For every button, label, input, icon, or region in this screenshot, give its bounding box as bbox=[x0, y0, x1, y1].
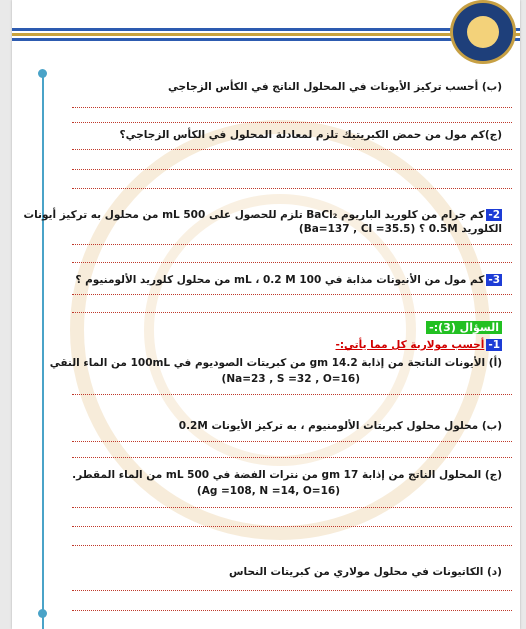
answer-line bbox=[72, 507, 512, 508]
ministry-seal-icon bbox=[450, 0, 516, 64]
question-number: 3- bbox=[488, 274, 500, 286]
header-stripe-blue-2 bbox=[12, 38, 520, 41]
answer-line bbox=[72, 590, 512, 591]
question-b: (ب) أحسب تركيز الأيونات في المحلول الناتج في الكأس الزجاجي bbox=[167, 81, 502, 93]
question-3b: (ب) محلول محلول كبريتات الألومنيوم ، به تركيز الأيونات 0.2M bbox=[178, 420, 502, 432]
answer-line bbox=[72, 312, 512, 313]
question-3d: (د) الكاتيونات في محلول مولاري من كبريتات النحاس bbox=[229, 566, 502, 578]
answer-line bbox=[72, 122, 512, 123]
answer-line bbox=[72, 262, 512, 263]
answer-line bbox=[72, 188, 512, 189]
header-stripe-blue bbox=[12, 28, 520, 31]
margin-dot-top bbox=[38, 69, 47, 78]
question-3a-line2: (Na=23 , S =32 , O=16) bbox=[221, 373, 360, 385]
answer-line bbox=[72, 610, 512, 611]
question-j: (ج)كم مول من حمض الكبريتيك تلزم لمعادلة المحلول في الكأس الزجاجي؟ bbox=[119, 129, 502, 141]
answer-line bbox=[72, 394, 512, 395]
answer-line bbox=[72, 545, 512, 546]
answer-line bbox=[72, 441, 512, 442]
header-stripe-gold bbox=[12, 33, 520, 36]
margin-dot-bottom bbox=[38, 609, 47, 618]
answer-line bbox=[72, 294, 512, 295]
section-heading: السؤال (3):- bbox=[426, 321, 502, 335]
answer-line bbox=[72, 244, 512, 245]
answer-line bbox=[72, 149, 512, 150]
answer-line bbox=[72, 169, 512, 170]
question-3c-line2: (Ag =108, N =14, O=16) bbox=[196, 485, 340, 497]
margin-line bbox=[42, 73, 44, 629]
question-2-line1: 2-كم جرام من كلوريد الباريوم BaCl₂ تلزم للحصول على 500 mL من محلول به تركيز أيونات bbox=[23, 209, 500, 221]
question-3: 3-كم مول من الأنيونات مذابة في 100 mL ، 0.2 M من محلول كلوريد الألومنيوم ؟ bbox=[75, 274, 500, 286]
section-instruction: 1-أحسب مولارية كل مما يأتي:- bbox=[335, 339, 500, 351]
answer-line bbox=[72, 457, 512, 458]
question-number: 2- bbox=[488, 209, 500, 221]
worksheet-page bbox=[12, 0, 520, 629]
answer-line bbox=[72, 526, 512, 527]
question-number: 1- bbox=[488, 339, 500, 351]
question-2-line2: الكلوريد 0.5M ؟ (Ba=137 , Cl =35.5) bbox=[298, 223, 502, 235]
answer-line bbox=[72, 107, 512, 108]
question-3a-line1: (أ) الأيونات الناتجة من إذابة 14.2 gm من كبريتات الصوديوم في 100mL من الماء النقي bbox=[49, 357, 502, 369]
question-3c-line1: (ج) المحلول الناتج من إذابة 17 gm من نترات الفضة في 500 mL من الماء المقطر. bbox=[72, 469, 502, 481]
